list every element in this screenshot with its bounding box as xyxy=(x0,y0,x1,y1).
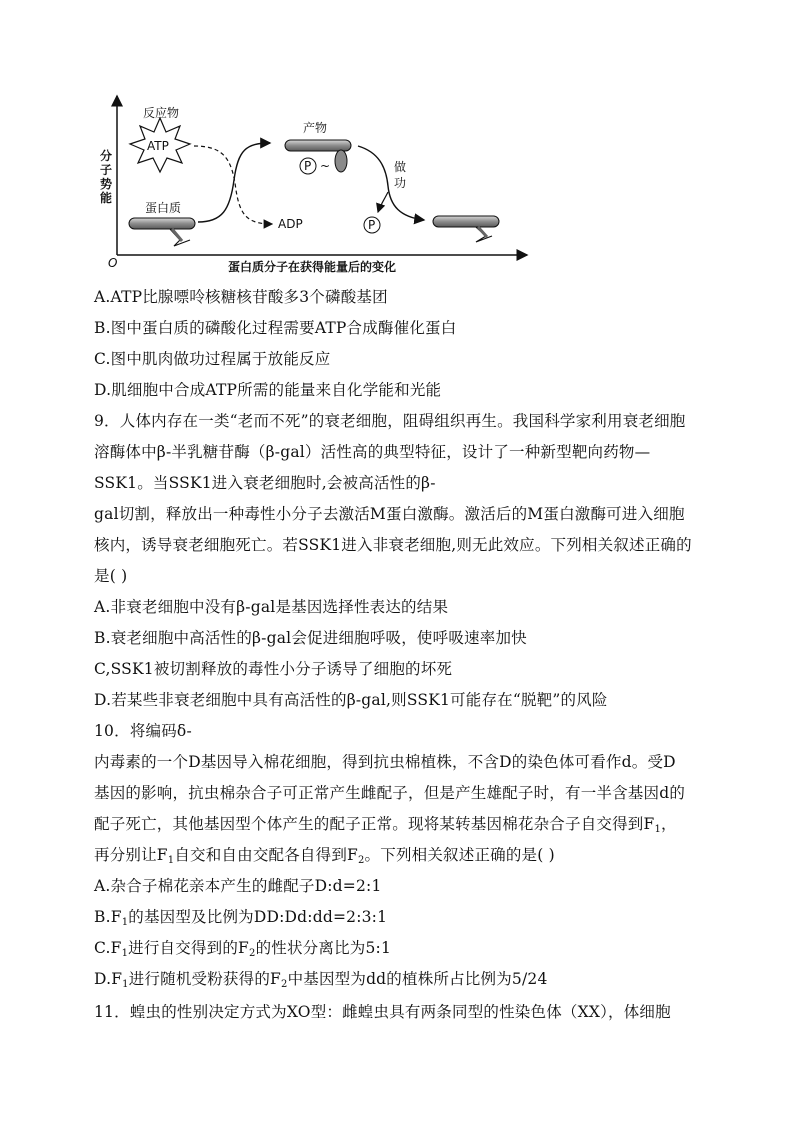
subscript-1: 1 xyxy=(122,979,129,990)
question-10-option-d xyxy=(94,969,548,989)
y-axis-label xyxy=(100,148,112,205)
option-b-phosphorylation: B.图中蛋白质的磷酸化过程需要ATP合成酶催化蛋白 xyxy=(94,319,457,337)
subscript-1: 1 xyxy=(121,948,129,959)
work-label-1: 做 xyxy=(394,160,407,174)
question-10-line-1: 10．将编码δ- xyxy=(94,722,192,740)
protein-tube-icon xyxy=(129,218,195,246)
y-axis-label-char: 分 xyxy=(100,149,113,163)
protein-label: 蛋白质 xyxy=(145,201,182,215)
question-10-option-a: A.杂合子棉花亲本产生的雌配子D:d=2:1 xyxy=(94,877,382,895)
option-b-text: 的基因型及比例为DD:Dd:dd=2:3:1 xyxy=(128,908,388,926)
subscript-1: 1 xyxy=(167,855,175,866)
option-c-mid: 进行自交得到的F xyxy=(128,939,250,957)
question-10-line-5 xyxy=(94,845,555,865)
tilde-label: ~ xyxy=(320,159,331,173)
question-9-line-6: 是( ) xyxy=(94,567,128,585)
question-10-line-3: 基因的影响，抗虫棉杂合子可正常产生雌配子，但是产生雄配子时，有一半含基因d的 xyxy=(94,784,686,802)
subscript-2: 2 xyxy=(249,948,256,959)
question-9-line-5: 核内，诱导衰老细胞死亡。若SSK1进入非衰老细胞,则无此效应。下列相关叙述正确的 xyxy=(94,536,692,554)
question-10-option-b xyxy=(94,907,387,927)
question-9-option-b: B.衰老细胞中高活性的β-gal会促进细胞呼吸，使呼吸速率加快 xyxy=(94,629,527,647)
subscript-1: 1 xyxy=(121,917,129,928)
question-9-option-a: A.非衰老细胞中没有β-gal是基因选择性表达的结果 xyxy=(94,598,449,616)
subscript-2: 2 xyxy=(357,855,365,866)
phosphate-released-icon xyxy=(364,217,380,233)
question-10-option-c xyxy=(94,938,391,958)
reactant-label: 反应物 xyxy=(143,106,180,120)
y-axis-label-char: 能 xyxy=(100,191,113,205)
work-arrow xyxy=(358,146,424,220)
question-9-option-c: C,SSK1被切割释放的毒性小分子诱导了细胞的坏死 xyxy=(94,660,453,678)
question-10-line-4-end: ， xyxy=(661,815,677,833)
option-c-muscle-work: C.图中肌肉做功过程属于放能反应 xyxy=(94,350,331,368)
option-d-prefix: D.F xyxy=(94,970,123,988)
option-c-prefix: C.F xyxy=(94,939,122,957)
option-d-mid: 进行随机受粉获得的F xyxy=(128,970,281,988)
question-9-line-2: 溶酶体中β-半乳糖苷酶（β-gal）活性高的典型特征，设计了一种新型靶向药物— xyxy=(94,443,651,461)
phosphate-circle-icon xyxy=(300,158,316,174)
final-protein-tube-icon xyxy=(433,216,499,242)
work-label-2: 功 xyxy=(394,176,407,190)
option-d-text: 中基因型为dd的植株所占比例为5/24 xyxy=(287,970,548,988)
question-11-line-1: 11．蝗虫的性别决定方式为XO型：雌蝗虫具有两条同型的性染色体（XX），体细胞 xyxy=(94,1003,671,1021)
x-axis-label: 蛋白质分子在获得能量后的变化 xyxy=(228,260,397,274)
phosphate-label: P xyxy=(304,159,312,173)
energy-diagram xyxy=(0,0,794,285)
question-10-line-4-text: 配子死亡，其他基因型个体产生的配子正常。现将某转基因棉花杂合子自交得到F xyxy=(94,815,655,833)
question-10-line-5-b: 自交和自由交配各自得到F xyxy=(174,846,358,864)
question-9-option-d: D.若某些非衰老细胞中具有高活性的β-gal,则SSK1可能存在“脱靶”的风险 xyxy=(94,691,608,709)
subscript-2: 2 xyxy=(281,979,288,990)
phosphate-released-label: P xyxy=(368,218,376,232)
question-9-line-1: 9．人体内存在一类“老而不死”的衰老细胞，阻碍组织再生。我国科学家利用衰老细胞 xyxy=(94,412,686,430)
question-10-line-4 xyxy=(94,814,677,834)
option-b-prefix: B.F xyxy=(94,908,122,926)
y-axis-label-char: 势 xyxy=(100,177,113,191)
question-10-line-5-a: 再分别让F xyxy=(94,846,168,864)
protein-to-product-arrow xyxy=(198,143,270,222)
energy-diagram-svg xyxy=(0,0,794,285)
y-axis-label-char: 子 xyxy=(100,163,113,177)
product-label: 产物 xyxy=(303,121,328,135)
option-d-atp-energy: D.肌细胞中合成ATP所需的能量来自化学能和光能 xyxy=(94,381,442,399)
option-a-atp: A.ATP比腺嘌呤核糖核苷酸多3个磷酸基团 xyxy=(94,288,388,306)
phosphate-release-arrow xyxy=(378,192,388,212)
origin-label: O xyxy=(108,256,118,270)
atp-label: ATP xyxy=(147,139,169,153)
question-9-line-4: gal切割，释放出一种毒性小分子去激活M蛋白激酶。激活后的M蛋白激酶可进入细胞 xyxy=(94,505,685,523)
question-9-line-3: SSK1。当SSK1进入衰老细胞时,会被高活性的β- xyxy=(94,474,436,492)
question-10-line-2: 内毒素的一个D基因导入棉花细胞，得到抗虫棉植株，不含D的染色体可看作d。受D xyxy=(94,753,676,771)
option-c-text: 的性状分离比为5:1 xyxy=(255,939,392,957)
question-10-line-5-c: 。下列相关叙述正确的是( ) xyxy=(364,846,555,864)
subscript-1: 1 xyxy=(654,824,662,835)
adp-label: ADP xyxy=(278,217,303,231)
product-tube-icon xyxy=(285,140,351,172)
